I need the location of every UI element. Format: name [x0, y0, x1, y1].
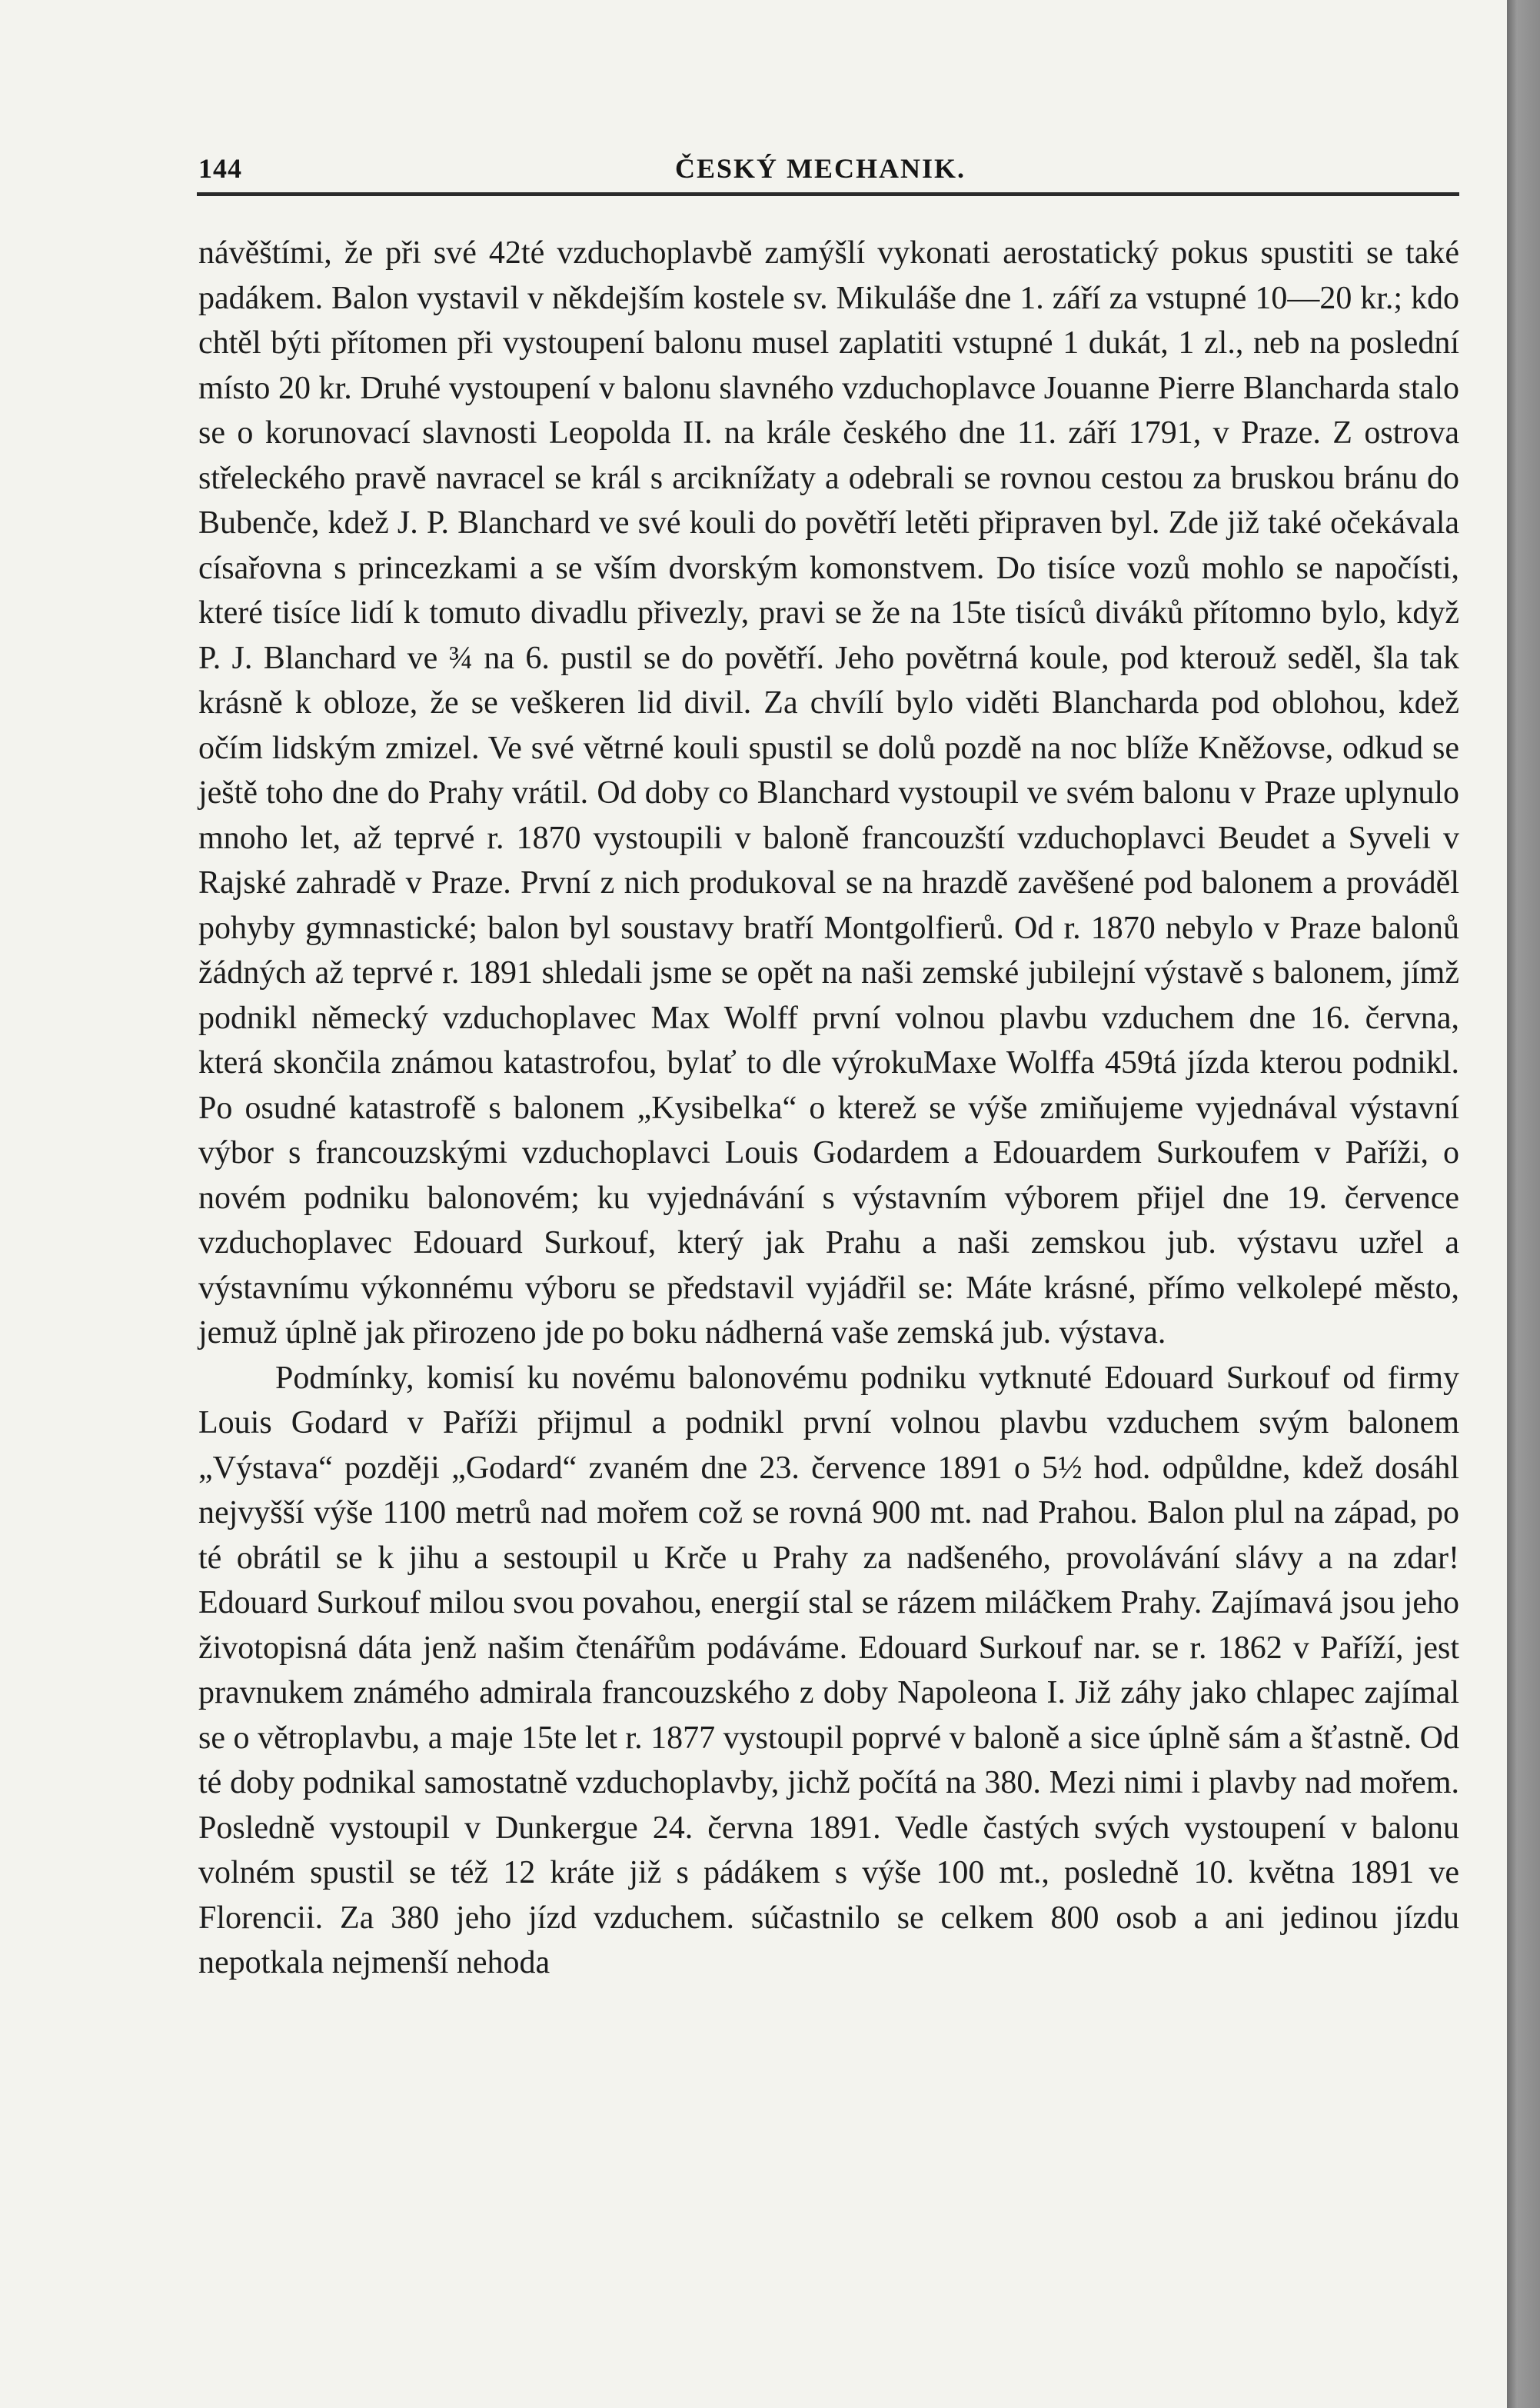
running-title: ČESKÝ MECHANIK. [675, 153, 966, 184]
header-rule [197, 192, 1459, 196]
paragraph-2: Podmínky, komisí ku novému balonovému podniku vytknuté Edouard Surkouf od firmy Louis Godard v Paříži přijmul a podnikl první volnou plavbu vzduchem svým balonem „Výstava“ později „Godard“ zvaném dne 23. července 1891 o 5½ hod. odpůldne, kdež dosáhl nejvyšší výše 1100 metrů nad mořem což se rovná 900 mt. nad Prahou. Balon plul na západ, po té obrátil se k jihu a sestoupil u Krče u Prahy za nadšeného, provolávání slávy a na zdar! Edouard Surkouf milou svou povahou, energií stal se rázem miláčkem Prahy. Zajímavá jsou jeho životopisná dáta jenž našim čtenářům podáváme. Edouard Surkouf nar. se r. 1862 v Paříží, jest pravnukem známého admirala francouzského z doby Napoleona I. Již záhy jako chlapec zajímal se o větroplavbu, a maje 15te let r. 1877 vystoupil poprvé v baloně a sice úplně sám a šťastně. Od té doby podnikal samostatně vzduchoplavby, jichž počítá na 380. Mezi nimi i plavby nad mořem. Posledně vystoupil v Dunkergue 24. června 1891. Vedle častých svých vystoupení v balonu volném spustil se též 12 kráte již s pádákem s výše 100 mt., posledně 10. května 1891 ve Florencii. Za 380 jeho jízd vzduchem. súčastnilo se celkem 800 osob a ani jedinou jízdu nepotkala nejmenší nehoda [198, 1360, 1459, 1980]
scan-edge [1507, 0, 1540, 2408]
page-number: 144 [198, 153, 242, 184]
body-text [198, 231, 1459, 1986]
page-header [198, 152, 1459, 195]
paragraph-1: návěštími, že při své 42té vzduchoplavbě zamýšlí vykonati aerostatický pokus spustiti se také padákem. Balon vystavil v někdejším kostele sv. Mikuláše dne 1. září za vstupné 10—20 kr.; kdo chtěl býti přítomen při vystoupení balonu musel zaplatiti vstupné 1 dukát, 1 zl., neb na poslední místo 20 kr. Druhé vystoupení v balonu slavného vzduchoplavce Jouanne Pierre Blancharda stalo se o korunovací slavnosti Leopolda II. na krále českého dne 11. září 1791, v Praze. Z ostrova střeleckého pravě navracel se král s arciknížaty a odebrali se rovnou cestou za bruskou bránu do Bubenče, kdež J. P. Blanchard ve své kouli do povětří letěti připraven byl. Zde již také očekávala císařovna s princezkami a se vším dvorským komonstvem. Do tisíce vozů mohlo se napočísti, které tisíce lidí k tomuto divadlu přivezly, pravi se že na 15te tisíců diváků přítomno bylo, když P. J. Blanchard ve ¾ na 6. pustil se do povětří. Jeho povětrná koule, pod kterouž seděl, šla tak krásně k obloze, že se veškeren lid divil. Za chvílí bylo viděti Blancharda pod oblohou, kdež očím lidským zmizel. Ve své větrné kouli spustil se dolů pozdě na noc blíže Kněžovse, odkud se ještě toho dne do Prahy vrátil. Od doby co Blanchard vystoupil ve svém balonu v Praze uplynulo mnoho let, až teprvé r. 1870 vystoupili v baloně francouzští vzduchoplavci Beudet a Syveli v Rajské zahradě v Praze. První z nich produkoval se na hrazdě zavěšené pod balonem a prováděl pohyby gymnastické; balon byl soustavy bratří Montgolfierů. Od r. 1870 nebylo v Praze balonů žádných až teprvé r. 1891 shledali jsme se opět na naši zemské jubilejní výstavě s balonem, jímž podnikl německý vzduchoplavec Max Wolff první volnou plavbu vzduchem dne 16. června, která skončila známou katastrofou, bylať to dle výrokuMaxe Wolffa 459tá jízda kterou podnikl. Po osudné katastrofě s balonem „Kysibelka“ o kterež se výše zmiňujeme vyjednával výstavní výbor s francouzskými vzduchoplavci Louis Godardem a Edouardem Surkoufem v Paříži, o novém podniku balonovém; ku vyjednávání s výstavním výborem přijel dne 19. července vzduchoplavec Edouard Surkouf, který jak Prahu a naši zemskou jub. výstavu uzřel a výstavnímu výkonnému výboru se představil vyjádřil se: Máte krásné, přímo velkolepé město, jemuž úplně jak přirozeno jde po boku nádherná vaše zemská jub. výstava. [198, 235, 1459, 1351]
